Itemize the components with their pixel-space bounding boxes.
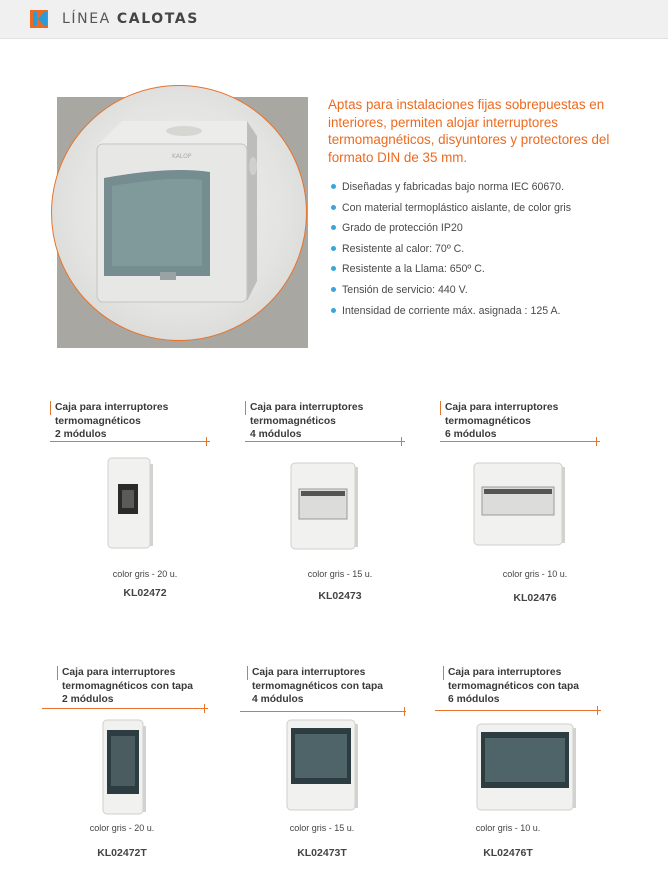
product-category: Caja para interruptores termomagnéticos con tapa 2 módulos bbox=[62, 667, 194, 705]
product-code: KL02476 bbox=[513, 592, 557, 604]
product-color: color gris - 15 u. bbox=[307, 569, 373, 579]
feature-item: Diseñadas y fabricadas bajo norma IEC 60670. bbox=[331, 180, 631, 201]
brand-logo-icon bbox=[30, 10, 48, 28]
separator-line bbox=[240, 711, 406, 712]
product-card-kl02476 bbox=[440, 401, 630, 611]
enclosure-2-modules-lid-illustration bbox=[101, 718, 149, 818]
product-color: color gris - 20 u. bbox=[112, 569, 178, 579]
enclosure-4-modules-illustration bbox=[289, 461, 359, 553]
bullet-icon bbox=[331, 205, 336, 210]
product-category: Caja para interruptores termomagnéticos 6 módulos bbox=[445, 402, 559, 440]
separator-line bbox=[435, 710, 601, 711]
bullet-icon bbox=[331, 287, 336, 292]
feature-list bbox=[331, 180, 631, 324]
feature-item: Resistente al calor: 70º C. bbox=[331, 242, 631, 263]
title-prefix: LÍNEA bbox=[62, 11, 111, 27]
intro-text: Aptas para instalaciones fijas sobrepuestas en interiores, permiten alojar interruptores termomagnéticos, disyuntores y protectores del formato DIN de 35 mm. bbox=[328, 97, 610, 165]
product-card-kl02476t bbox=[443, 666, 633, 876]
feature-item: Grado de protección IP20 bbox=[331, 221, 631, 242]
enclosure-6-modules-lid-illustration bbox=[475, 722, 579, 814]
bullet-icon bbox=[331, 225, 336, 230]
product-color: color gris - 20 u. bbox=[89, 823, 155, 833]
separator-line bbox=[50, 441, 210, 442]
bullet-icon bbox=[331, 308, 336, 313]
bullet-icon bbox=[331, 266, 336, 271]
product-color: color gris - 10 u. bbox=[502, 569, 568, 579]
bullet-icon bbox=[331, 184, 336, 189]
product-category: Caja para interruptores termomagnéticos 4 módulos bbox=[250, 402, 364, 440]
product-code: KL02476T bbox=[483, 847, 533, 859]
enclosure-4-modules-lid-illustration bbox=[285, 718, 361, 814]
hero-image bbox=[51, 85, 307, 341]
product-category: Caja para interruptores termomagnéticos con tapa 6 módulos bbox=[448, 667, 580, 705]
product-code: KL02473 bbox=[318, 590, 362, 602]
enclosure-6-modules-illustration bbox=[472, 461, 568, 549]
product-color: color gris - 15 u. bbox=[289, 823, 355, 833]
product-code: KL02473T bbox=[297, 847, 347, 859]
product-category: Caja para interruptores termomagnéticos 2 módulos bbox=[55, 402, 169, 440]
title-main: CALOTAS bbox=[116, 11, 199, 27]
separator-line bbox=[245, 441, 405, 442]
enclosure-2-modules-illustration bbox=[106, 456, 154, 552]
feature-item: Con material termoplástico aislante, de color gris bbox=[331, 201, 631, 222]
page-title bbox=[62, 11, 199, 27]
feature-item: Tensión de servicio: 440 V. bbox=[331, 283, 631, 304]
product-category: Caja para interruptores termomagnéticos con tapa 4 módulos bbox=[252, 667, 384, 705]
product-color: color gris - 10 u. bbox=[475, 823, 541, 833]
product-code: KL02472 bbox=[123, 587, 167, 599]
bullet-icon bbox=[331, 246, 336, 251]
product-card-kl02472 bbox=[50, 401, 240, 611]
separator-line bbox=[440, 441, 600, 442]
separator-line bbox=[42, 708, 208, 709]
product-card-kl02473t bbox=[247, 666, 437, 876]
product-card-kl02473 bbox=[245, 401, 435, 611]
page-header bbox=[0, 0, 668, 39]
product-code: KL02472T bbox=[97, 847, 147, 859]
feature-item: Resistente a la Llama: 650º C. bbox=[331, 262, 631, 283]
svg-text:KALOP: KALOP bbox=[172, 153, 192, 160]
feature-item: Intensidad de corriente máx. asignada : 125 A. bbox=[331, 304, 631, 325]
product-card-kl02472t bbox=[57, 666, 247, 876]
enclosure-large-illustration bbox=[52, 86, 308, 342]
